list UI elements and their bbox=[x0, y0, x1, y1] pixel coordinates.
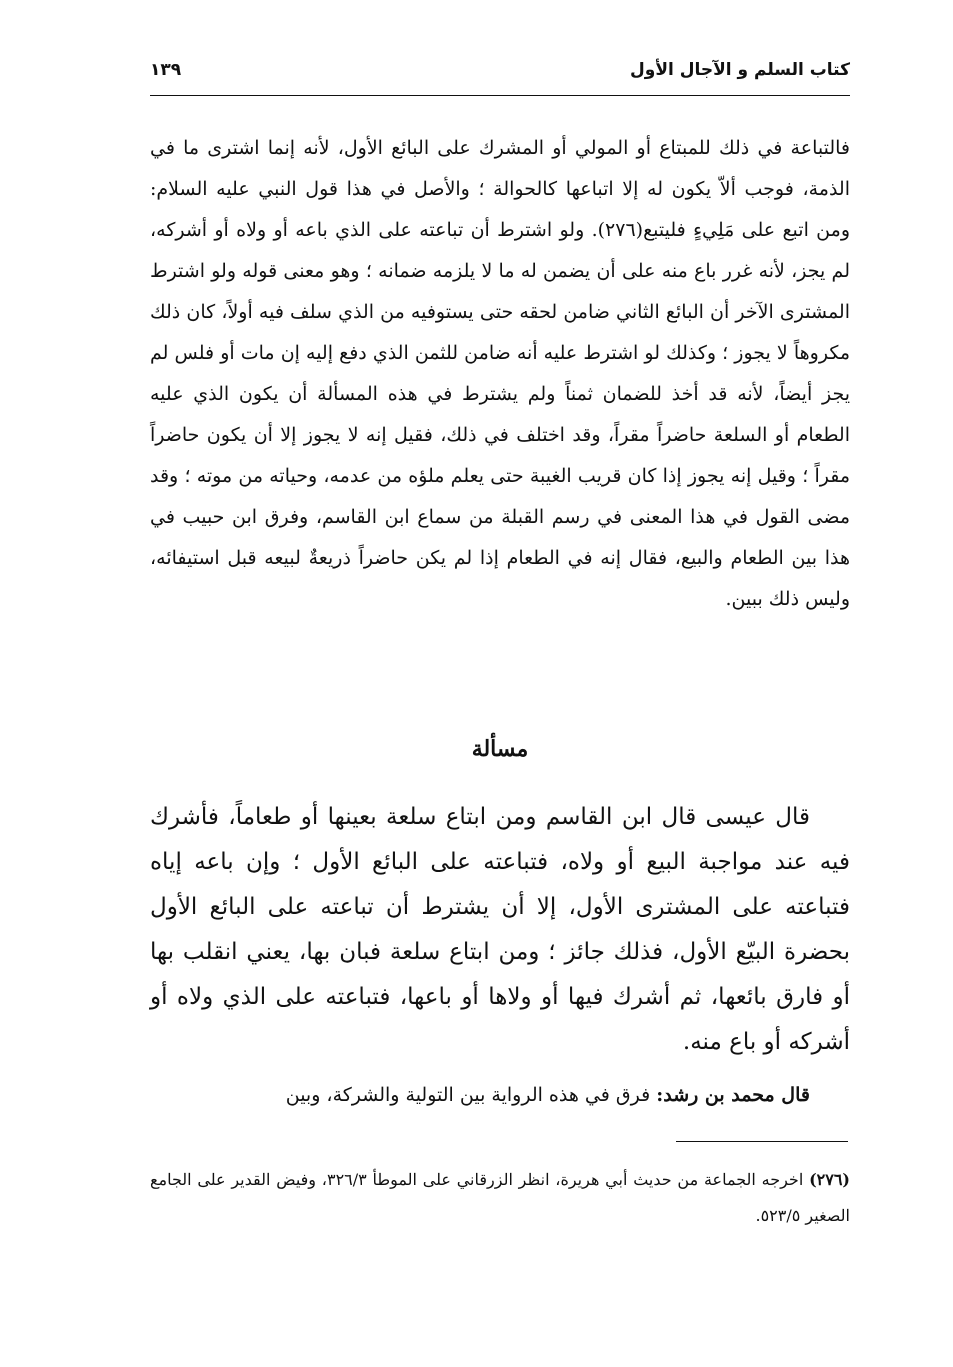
page-header bbox=[150, 58, 850, 98]
main-paragraph-block bbox=[150, 128, 850, 620]
footnote-rule bbox=[676, 1141, 848, 1142]
commentary-line bbox=[150, 1075, 850, 1116]
running-title: كتاب السلم و الآجال الأول bbox=[630, 60, 850, 80]
header-rule bbox=[150, 95, 850, 96]
page-number: ١٣٩ bbox=[150, 60, 182, 80]
footnote bbox=[150, 1162, 850, 1234]
commentary-speaker: قال محمد بن رشد: bbox=[656, 1084, 810, 1106]
issue-paragraph: قال عيسى قال ابن القاسم ومن ابتاع سلعة بعينها أو طعاماً، فأشرك فيه عند مواجبة البيع أو ولاه، فتباعته على البائع الأول ؛ وإن باعه إياه فتباعته على المشترى الأول، إلا أن يشترط أن تباعته على البائع الأول بحضرة البيّع الأول، فذلك جائز ؛ ومن ابتاع سلعة فبان بها، يعني انقلب بها أو فارق بائعها، ثم أشرك فيها أو ولاها أو باعها، فتباعته على الذي ولاه أو أشركه أو باع منه. bbox=[150, 804, 850, 1055]
footnote-number: (٢٧٦) bbox=[809, 1170, 850, 1189]
footnote-paragraph bbox=[150, 1162, 850, 1234]
commentary-text: فرق في هذه الرواية بين التولية والشركة، وبين bbox=[285, 1084, 651, 1106]
section-heading: مسألة bbox=[471, 736, 529, 762]
main-paragraph: فالتباعة في ذلك للمبتاع أو المولي أو المشرك على البائع الأول، لأنه إنما اشترى ما في الذمة، فوجب ألاّ يكون له إلا اتباعها كالحوالة ؛ والأصل في هذا قول النبي عليه السلام: ومن اتبع على مَلِيءٍ فليتبع(٢٧٦). ولو اشترط أن تباعته على الذي باعه أو ولاه أو أشركه، لم يجز، لأنه غرر باع منه على أن يضمن له ما لا يلزمه ضمانه ؛ وهو معنى قوله ولو اشترط المشترى الآخر أن البائع الثاني ضامن لحقه حتى يستوفيه من الذي سلف فيه أولاً، كان ذلك مكروهاً لا يجوز ؛ وكذلك لو اشترط عليه أنه ضامن للثمن الذي دفع إليه إن مات أو فلس لم يجز أيضاً، لأنه قد أخذ للضمان ثمناً ولم يشترط في هذه المسألة أن يكون الذي عليه الطعام أو السلعة حاضراً مقراً، وقد اختلف في ذلك، فقيل إنه لا يجوز إلا أن يكون حاضراً مقراً ؛ وقيل إنه يجوز إذا كان قريب الغيبة حتى يعلم ملؤه من عدمه، وحياته من موته ؛ وقد مضى القول في هذا المعنى في رسم القبلة من سماع ابن القاسم، وفرق ابن حبيب في هذا بين الطعام والبيع، فقال إنه في الطعام إذا لم يكن حاضراً ذريعةٌ لبيعه قبل استيفائه، وليس ذلك ببين. bbox=[150, 137, 850, 610]
footnote-text: اخرجه الجماعة من حديث أبي هريرة، انظر الزرقاني على الموطأ ٣٢٦/٣، وفيض القدير على الجامع الصغير ٥٢٣/٥. bbox=[150, 1170, 850, 1225]
issue-text-block bbox=[150, 795, 850, 1065]
